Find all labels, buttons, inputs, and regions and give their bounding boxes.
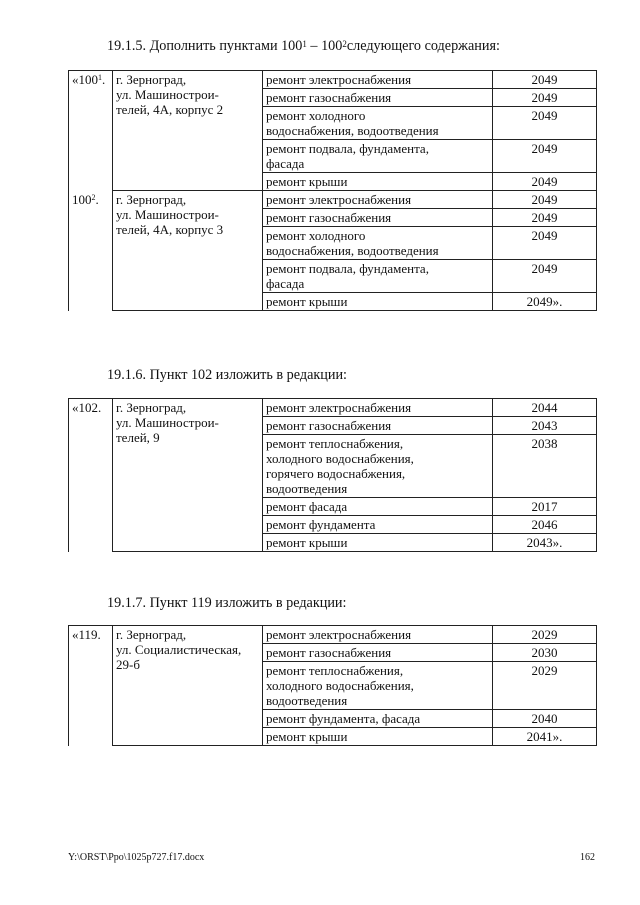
section-heading-19-1-7 (107, 594, 346, 612)
item-number-text: 100 (72, 191, 92, 207)
item-number-suffix: . (95, 191, 99, 207)
repair-work-type: ремонт электроснабжения (263, 71, 493, 89)
repair-work-type: ремонт электроснабжения (263, 399, 493, 417)
repair-work-type: ремонт газоснабжения (263, 89, 493, 107)
repair-year: 2029 (493, 626, 597, 644)
heading-text: 19.1.5. Дополнить пунктами 100 (107, 38, 303, 54)
repair-year: 2046 (493, 516, 597, 534)
repair-work-type: ремонт электроснабжения (263, 626, 493, 644)
repair-year: 2049 (493, 89, 597, 107)
table-row (69, 399, 597, 417)
heading-superscript: 1 (302, 39, 307, 49)
footer-page-number: 162 (580, 852, 595, 863)
repair-work-type: ремонт крыши (263, 293, 493, 311)
heading-text: следующего содержания: (346, 38, 500, 54)
table-row (69, 626, 597, 644)
repair-year: 2049 (493, 260, 597, 293)
table-row (69, 191, 597, 209)
repair-work-type: ремонт подвала, фундамента, фасада (263, 260, 493, 293)
repair-year: 2041». (493, 728, 597, 746)
building-address: г. Зерноград, ул. Машинострои- телей, 9 (113, 399, 263, 552)
repair-year: 2038 (493, 435, 597, 498)
repair-work-type: ремонт теплоснабжения, холодного водоснабжения, водоотведения (263, 662, 493, 710)
heading-text: 19.1.7. Пункт 119 изложить в редакции: (107, 595, 347, 611)
item-number (69, 191, 113, 311)
repair-year: 2049». (493, 293, 597, 311)
repair-year: 2043». (493, 534, 597, 552)
repair-year: 2049 (493, 140, 597, 173)
item-number-superscript: 2 (91, 192, 96, 202)
repair-year: 2043 (493, 417, 597, 435)
item-number (69, 626, 113, 746)
section-heading-19-1-6 (107, 366, 347, 384)
heading-text: 19.1.6. Пункт 102 изложить в редакции: (107, 367, 347, 383)
heading-superscript: 2 (342, 39, 347, 49)
repair-year: 2029 (493, 662, 597, 710)
repair-year: 2049 (493, 209, 597, 227)
repair-year: 2049 (493, 227, 597, 260)
item-number (69, 399, 113, 552)
repair-work-type: ремонт подвала, фундамента, фасада (263, 140, 493, 173)
building-address: г. Зерноград, ул. Социалистическая, 29-б (113, 626, 263, 746)
repair-work-type: ремонт газоснабжения (263, 644, 493, 662)
repair-work-type: ремонт крыши (263, 534, 493, 552)
repair-year: 2017 (493, 498, 597, 516)
repair-work-type: ремонт электроснабжения (263, 191, 493, 209)
building-address: г. Зерноград, ул. Машинострои- телей, 4А, корпус 2 (113, 71, 263, 191)
repair-work-type: ремонт фасада (263, 498, 493, 516)
repair-year: 2049 (493, 107, 597, 140)
repair-year: 2049 (493, 191, 597, 209)
item-number-text: «102. (72, 400, 102, 415)
repair-work-type: ремонт крыши (263, 173, 493, 191)
repair-schedule-table-100 (68, 70, 597, 311)
repair-schedule-table-102 (68, 398, 597, 552)
repair-work-type: ремонт газоснабжения (263, 209, 493, 227)
repair-year: 2049 (493, 173, 597, 191)
repair-work-type: ремонт теплоснабжения, холодного водоснабжения, горячего водоснабжения, водоотведения (263, 435, 493, 498)
repair-work-type: ремонт холодного водоснабжения, водоотведения (263, 227, 493, 260)
item-number (69, 71, 113, 191)
item-number-text: «119. (72, 627, 101, 642)
item-number-suffix: . (102, 72, 106, 87)
repair-work-type: ремонт фундамента (263, 516, 493, 534)
building-address: г. Зерноград, ул. Машинострои- телей, 4А, корпус 3 (113, 191, 263, 311)
repair-work-type: ремонт газоснабжения (263, 417, 493, 435)
repair-year: 2049 (493, 71, 597, 89)
footer-file-path: Y:\ORST\Ppo\1025p727.f17.docx (68, 852, 205, 863)
repair-year: 2040 (493, 710, 597, 728)
repair-year: 2030 (493, 644, 597, 662)
section-heading-19-1-5 (107, 37, 500, 55)
item-number-text: «100 (72, 72, 98, 87)
repair-work-type: ремонт крыши (263, 728, 493, 746)
table-row (69, 71, 597, 89)
item-number-superscript: 1 (98, 73, 102, 82)
repair-year: 2044 (493, 399, 597, 417)
repair-work-type: ремонт холодного водоснабжения, водоотведения (263, 107, 493, 140)
repair-schedule-table-119 (68, 625, 597, 746)
heading-text: – 100 (306, 38, 343, 54)
repair-work-type: ремонт фундамента, фасада (263, 710, 493, 728)
